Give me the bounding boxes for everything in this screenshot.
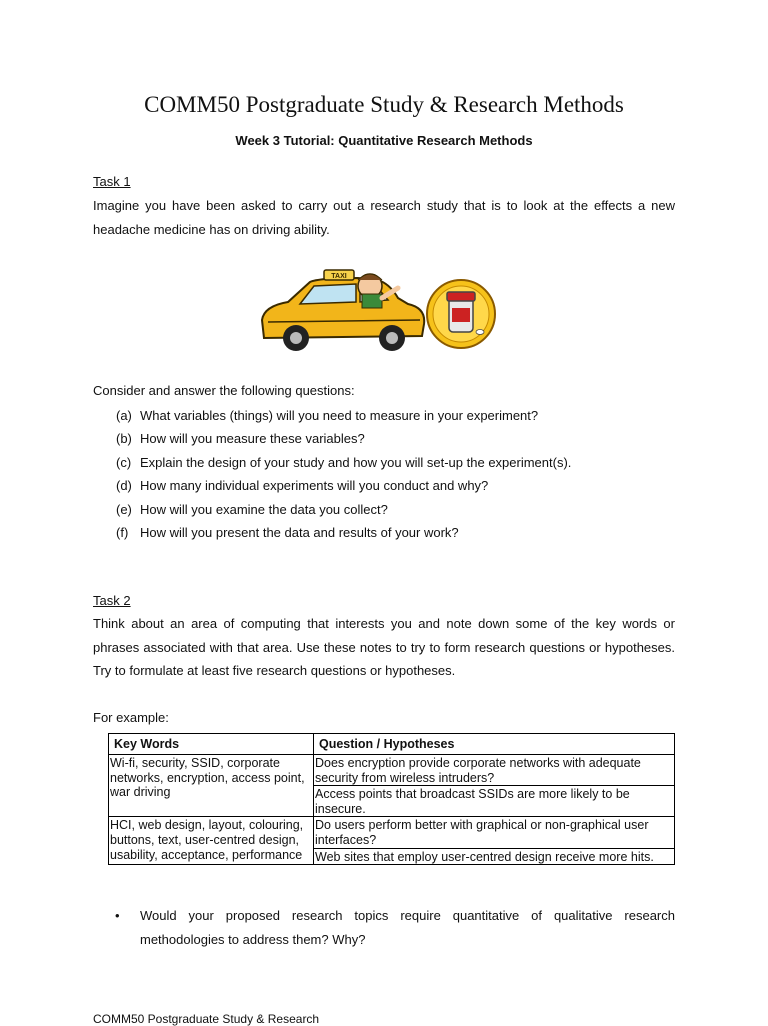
table-header-row	[109, 734, 675, 755]
list-item	[116, 404, 571, 427]
list-item	[116, 451, 571, 474]
task-1-heading: Task 1	[93, 174, 131, 189]
medicine-bottle-icon	[427, 280, 495, 348]
question-label: (e)	[116, 501, 132, 517]
question-cell: Access points that broadcast SSIDs are more likely to be insecure.	[314, 786, 675, 817]
column-header-keywords: Key Words	[109, 734, 314, 755]
question-label: (b)	[116, 431, 132, 447]
question-text: What variables (things) will you need to measure in your experiment?	[140, 408, 539, 423]
list-item	[116, 521, 571, 544]
taxi-cartoon-icon	[262, 270, 424, 351]
question-label: (a)	[116, 408, 132, 423]
question-text: How will you present the data and results of your work?	[140, 524, 459, 540]
question-label: (c)	[116, 454, 132, 470]
question-cell: Does encryption provide corporate networks with adequate security from wireless intruders?	[314, 755, 675, 786]
question-text: How many individual experiments will you conduct and why?	[140, 478, 489, 494]
question-label: (f)	[116, 524, 129, 540]
task-2-intro: Think about an area of computing that interests you and note down some of the key words or phrases associated with that area. Use these notes to try to form research questions or hypotheses. Try to formulate at least five research questions or hypotheses.	[93, 616, 675, 678]
question-text: Explain the design of your study and how you will set-up the experiment(s).	[140, 454, 572, 470]
question-text: How will you examine the data you collect?	[140, 501, 388, 517]
taxi-and-medicine-illustration	[258, 268, 498, 358]
bullet-icon: •	[115, 908, 120, 923]
page-footer: COMM50 Postgraduate Study & Research	[93, 1012, 320, 1026]
keywords-cell: HCI, web design, layout, colouring, buttons, text, user-centred design, usability, acceptance, performance	[109, 817, 314, 865]
question-text: How will you measure these variables?	[140, 431, 365, 447]
list-item	[116, 498, 571, 521]
taxi-sign-text: TAXI	[331, 273, 347, 280]
task-1-intro: Imagine you have been asked to carry out a research study that is to look at the effects a new headache medicine has on driving ability.	[93, 198, 675, 237]
document-title: COMM50 Postgraduate Study & Research Methods	[144, 92, 624, 117]
question-cell: Do users perform better with graphical or non-graphical user interfaces?	[314, 817, 675, 848]
table-row	[109, 755, 675, 786]
question-cell: Web sites that employ user-centred design receive more hits.	[314, 848, 675, 865]
keywords-cell: Wi-fi, security, SSID, corporate networks, encryption, access point, war driving	[109, 755, 314, 817]
bullet-text: Would your proposed research topics require quantitative of qualitative research methodologies to address them? Why?	[140, 908, 675, 947]
question-list	[116, 404, 571, 544]
bullet-item	[115, 904, 675, 951]
questions-lead: Consider and answer the following questions:	[93, 383, 355, 398]
question-label: (d)	[116, 478, 132, 494]
table-row	[109, 817, 675, 848]
document-subtitle: Week 3 Tutorial: Quantitative Research Methods	[235, 133, 533, 148]
column-header-questions: Question / Hypotheses	[314, 734, 675, 755]
keywords-table	[108, 733, 675, 865]
example-lead: For example:	[93, 710, 169, 725]
list-item	[116, 427, 571, 450]
task-2-heading: Task 2	[93, 593, 131, 608]
list-item	[116, 474, 571, 497]
